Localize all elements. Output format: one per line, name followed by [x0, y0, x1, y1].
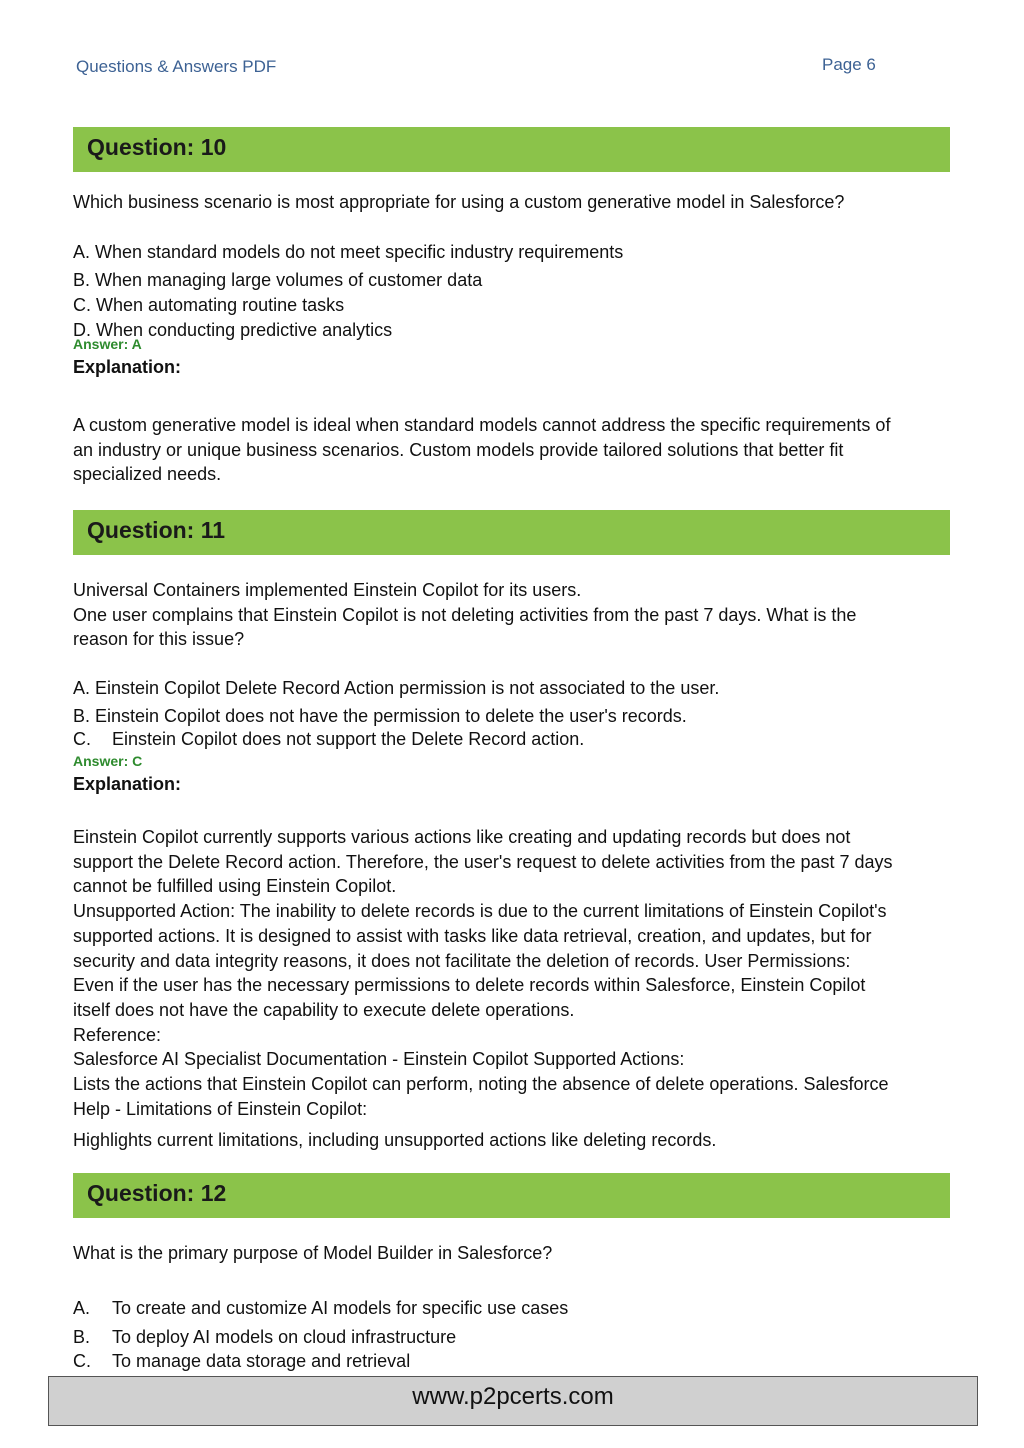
footer-url[interactable]: www.p2pcerts.com [412, 1383, 614, 1410]
q10-explanation-label: Explanation: [73, 357, 182, 377]
question-11-heading: Question: 11 [87, 517, 226, 543]
q11-option-c-text: Einstein Copilot does not support the Delete Record action. [112, 729, 585, 749]
question-12-text: What is the primary purpose of Model Builder in Salesforce? [73, 1243, 553, 1263]
q12-option-b-text: To deploy AI models on cloud infrastructure [112, 1327, 457, 1347]
q12-option-b-letter: B. [73, 1327, 91, 1347]
q11-question-line: One user complains that Einstein Copilot is not deleting activities from the past 7 days. What is the [73, 604, 857, 625]
q11-explanation-line: security and data integrity reasons, it does not facilitate the deletion of records. User Permissions: [73, 950, 851, 971]
q11-explanation-line: Unsupported Action: The inability to delete records is due to the current limitations of Einstein Copilot's [73, 901, 887, 922]
q11-option-a: A. Einstein Copilot Delete Record Action permission is not associated to the user. [73, 678, 720, 698]
q11-explanation-line: support the Delete Record action. Therefore, the user's request to delete activities from the past 7 days [73, 851, 893, 872]
q11-explanation-line: Even if the user has the necessary permissions to delete records within Salesforce, Einstein Copilot [73, 975, 866, 996]
q12-option-c-text: To manage data storage and retrieval [112, 1351, 411, 1371]
q12-option-c-letter: C. [73, 1351, 91, 1371]
q10-explanation-line: A custom generative model is ideal when standard models cannot address the specific requirements of [73, 415, 891, 435]
question-12-banner [73, 1173, 950, 1218]
q11-option-b: B. Einstein Copilot does not have the permission to delete the user's records. [73, 706, 687, 726]
q12-option-a-text: To create and customize AI models for specific use cases [112, 1298, 569, 1318]
q11-explanation-line: Einstein Copilot currently supports various actions like creating and updating records but does not [73, 827, 851, 847]
q11-option-c-letter: C. [73, 729, 91, 749]
q11-explanation-line: Reference: [73, 1024, 162, 1045]
question-10-heading: Question: 10 [87, 134, 227, 160]
question-11-text [73, 578, 953, 652]
q11-explanation [73, 825, 953, 1121]
q10-option-c: C. When automating routine tasks [73, 295, 345, 315]
header-title: Questions & Answers PDF [76, 57, 277, 76]
question-11-banner [73, 510, 950, 555]
q10-explanation-line: specialized needs. [73, 464, 222, 485]
q10-option-b: B. When managing large volumes of customer data [73, 270, 483, 290]
q12-option-b [73, 1325, 456, 1350]
q11-option-c [73, 727, 584, 752]
q12-option-a-letter: A. [73, 1298, 91, 1318]
q11-explanation-line: cannot be fulfilled using Einstein Copilot. [73, 876, 397, 897]
q12-option-a [73, 1296, 568, 1321]
q11-question-line: reason for this issue? [73, 629, 245, 650]
q11-explanation-last-line: Highlights current limitations, including unsupported actions like deleting records. [73, 1130, 717, 1150]
q10-option-a: A. When standard models do not meet specific industry requirements [73, 242, 624, 262]
q11-answer: Answer: C [73, 753, 143, 769]
question-12-heading: Question: 12 [87, 1180, 227, 1206]
page-number: Page 6 [822, 55, 876, 74]
q11-explanation-line: Help - Limitations of Einstein Copilot: [73, 1098, 368, 1119]
q11-question-line: Universal Containers implemented Einstein Copilot for its users. [73, 580, 582, 600]
q10-answer: Answer: A [73, 336, 142, 352]
q10-option-d: D. When conducting predictive analytics [73, 320, 393, 340]
q11-explanation-label: Explanation: [73, 774, 182, 794]
q11-explanation-line: Lists the actions that Einstein Copilot can perform, noting the absence of delete operations. Salesforce [73, 1074, 889, 1095]
footer-banner [48, 1376, 978, 1426]
q11-explanation-line: supported actions. It is designed to assist with tasks like data retrieval, creation, and updates, but for [73, 925, 872, 946]
q11-explanation-line: Salesforce AI Specialist Documentation - Einstein Copilot Supported Actions: [73, 1049, 685, 1070]
question-10-text: Which business scenario is most appropriate for using a custom generative model in Salesforce? [73, 192, 845, 212]
q11-explanation-line: itself does not have the capability to execute delete operations. [73, 999, 575, 1020]
question-10-banner [73, 127, 950, 172]
q10-explanation [73, 413, 953, 487]
q10-explanation-line: an industry or unique business scenarios. Custom models provide tailored solutions that better fit [73, 439, 844, 460]
q12-option-c [73, 1349, 410, 1374]
